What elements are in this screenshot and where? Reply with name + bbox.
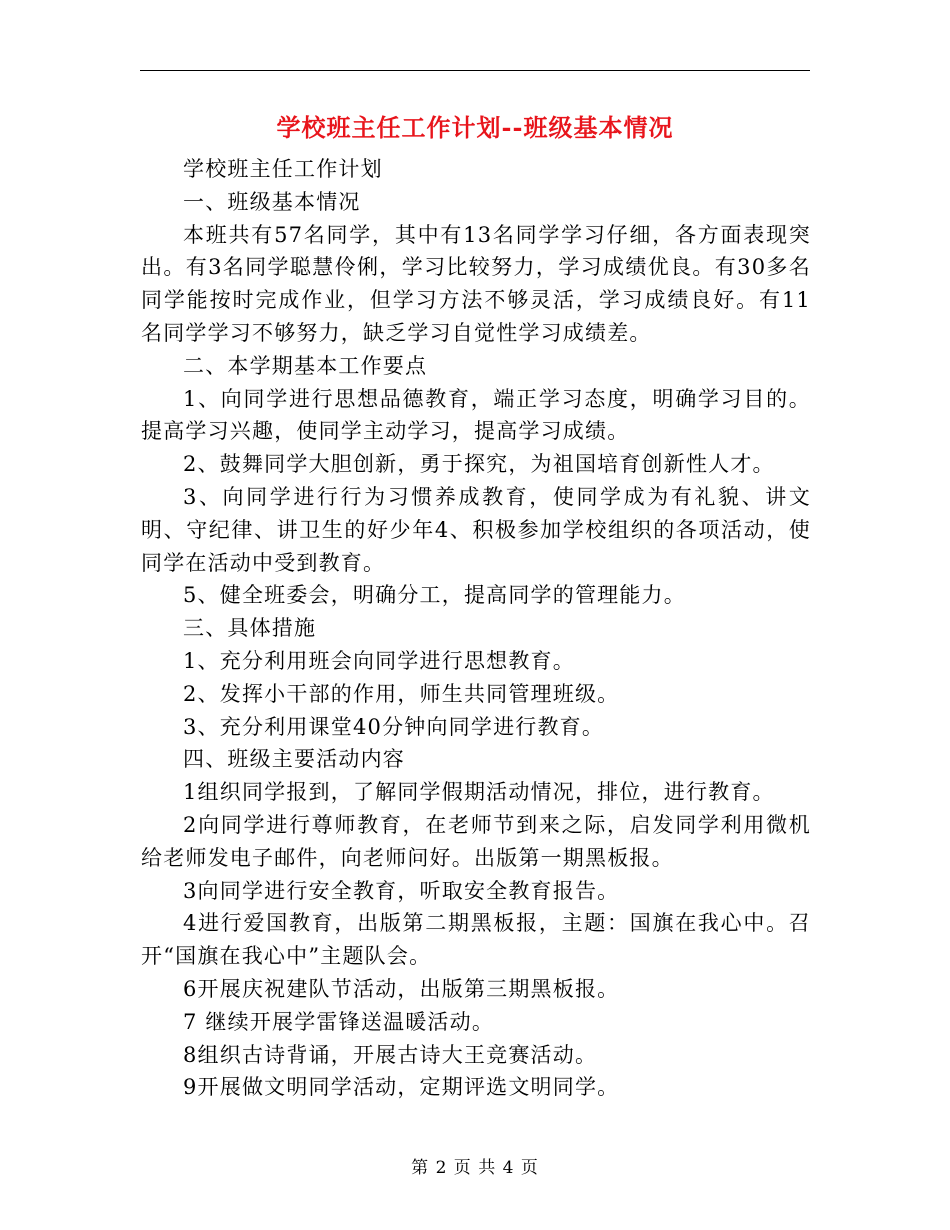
body-paragraph: 本班共有57名同学，其中有13名同学学习仔细，各方面表现突出。有3名同学聪慧伶俐，学习比较努力，学习成绩优良。有30多名同学能按时完成作业，但学习方法不够灵活，学习成绩良好。有11名同学学习不够努力，缺乏学习自觉性学习成绩差。 bbox=[141, 222, 811, 345]
section-heading: 二、本学期基本工作要点 bbox=[183, 353, 428, 378]
section-heading: 一、班级基本情况 bbox=[183, 189, 361, 214]
document-body bbox=[141, 153, 811, 1104]
list-item: 3、充分利用课堂40分钟向同学进行教育。 bbox=[183, 714, 605, 739]
list-item: 9开展做文明同学活动，定期评选文明同学。 bbox=[183, 1075, 620, 1100]
list-item: 1组织同学报到，了解同学假期活动情况，排位，进行教育。 bbox=[183, 780, 775, 805]
list-item: 8组织古诗背诵，开展古诗大王竞赛活动。 bbox=[183, 1042, 598, 1067]
list-item: 3、向同学进行行为习惯养成教育，使同学成为有礼貌、讲文明、守纪律、讲卫生的好少年4、积极参加学校组织的各项活动，使同学在活动中受到教育。 bbox=[141, 484, 811, 575]
list-item: 1、充分利用班会向同学进行思想教育。 bbox=[183, 648, 575, 673]
list-item: 2、鼓舞同学大胆创新，勇于探究，为祖国培育创新性人才。 bbox=[183, 452, 775, 477]
section-heading: 三、具体措施 bbox=[183, 616, 317, 641]
list-item: 6开展庆祝建队节活动，出版第三期黑板报。 bbox=[183, 976, 620, 1001]
section-heading: 四、班级主要活动内容 bbox=[183, 747, 405, 772]
list-item: 2向同学进行尊师教育，在老师节到来之际，启发同学利用微机给老师发电子邮件，向老师问好。出版第一期黑板报。 bbox=[141, 812, 811, 870]
list-item: 5、健全班委会，明确分工，提高同学的管理能力。 bbox=[183, 583, 686, 608]
list-item: 2、发挥小干部的作用，师生共同管理班级。 bbox=[183, 681, 620, 706]
body-paragraph: 学校班主任工作计划 bbox=[183, 157, 383, 181]
header-rule bbox=[140, 70, 810, 71]
list-item: 4进行爱国教育，出版第二期黑板报，主题：国旗在我心中。召开“国旗在我心中”主题队会。 bbox=[141, 911, 811, 969]
page-number: 第 2 页 共 4 页 bbox=[411, 1158, 539, 1178]
document-title: 学校班主任工作计划--班级基本情况 bbox=[276, 113, 674, 142]
list-item: 3向同学进行安全教育，听取安全教育报告。 bbox=[183, 878, 620, 903]
list-item: 1、向同学进行思想品德教育，端正学习态度，明确学习目的。提高学习兴趣，使同学主动学习，提高学习成绩。 bbox=[141, 386, 811, 444]
list-item: 7 继续开展学雷锋送温暖活动。 bbox=[183, 1009, 495, 1034]
